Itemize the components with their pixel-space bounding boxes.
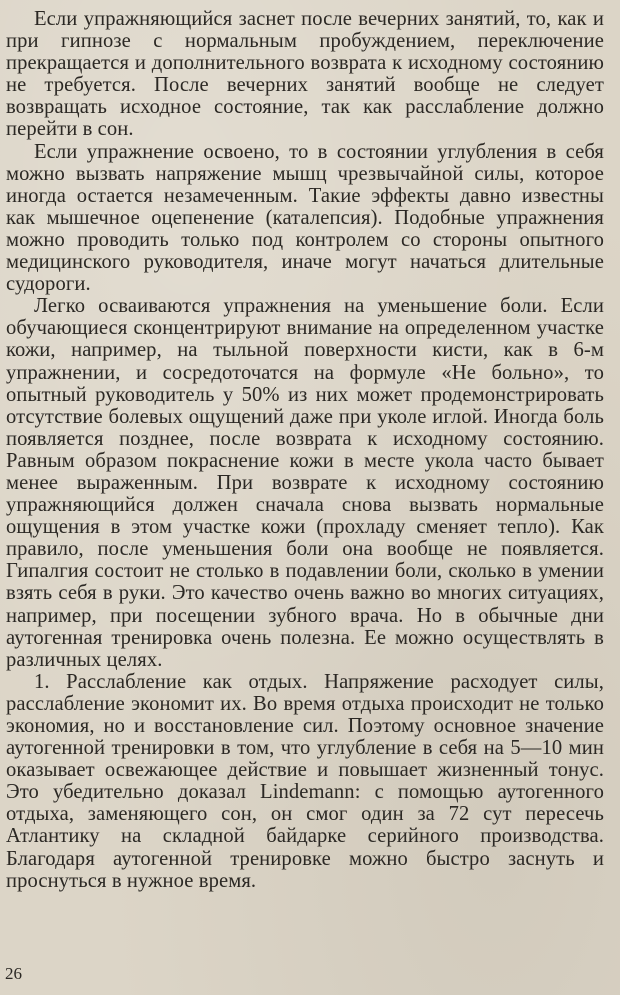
paragraph-sleep-transition: Если упражняющийся заснет после вечерних занятий, то, как и при гипнозе с нормальным пробуждением, переключение прекращается и дополнительного возврата к исходному состоянию не требуется. После вечерних занятий вообще не следует возвращать исходное состояние, так как расслабление должно перейти в сон. xyxy=(6,8,604,141)
paragraph-muscle-tension: Если упражнение освоено, то в состоянии углубления в себя можно вызвать напряжение мышц чрезвычайной силы, которое иногда остается незамеченным. Такие эффекты давно известны как мышечное оцепенение (каталепсия). Подобные упражнения можно проводить только под контролем со стороны опытного медицинского руководителя, иначе могут начаться длительные судороги. xyxy=(6,140,604,296)
paragraph-pain-reduction: Легко осваиваются упражнения на уменьшение боли. Если обучающиеся сконцентрируют внимание на определенном участке кожи, например, на тыльной поверхности кисти, как в 6-м упражнении, и сосредоточатся на формуле «Не больно», то опытный руководитель у 50% из них может продемонстрировать отсутствие болевых ощущений даже при уколе иглой. Иногда боль появляется позднее, после возврата к исходному состоянию. Равным образом покраснение кожи в месте укола часто бывает менее выраженным. При возврате к исходному состоянию упражняющийся должен сначала снова вызвать нормальные ощущения в этом участке кожи (прохладу сменяет тепло). Как правило, после уменьшения боли она вообще не появляется. Гипалгия состоит не столько в подавлении боли, сколько в умении взять себя в руки. Это качество очень важно во многих ситуациях, например, при посещении зубного врача. Но в обычные дни аутогенная тренировка очень полезна. Ее можно осуществлять в различных целях. xyxy=(6,295,604,671)
page-number: 26 xyxy=(5,964,22,983)
paragraph-relaxation-rest: 1. Расслабление как отдых. Напряжение расходует силы, расслабление экономит их. Во время отдыха происходит не только экономия, но и восстановление сил. Поэтому основное значение аутогенной тренировки в том, что углубление в себя на 5—10 мин оказывает освежающее действие и повышает жизненный тонус. Это убедительно доказал Lindemann: с помощью аутогенного отдыха, заменяющего сон, он смог один за 72 сут пересечь Атлантику на складной байдарке серийного производства. Благодаря аутогенной тренировке можно быстро заснуть и проснуться в нужное время. xyxy=(6,670,604,892)
